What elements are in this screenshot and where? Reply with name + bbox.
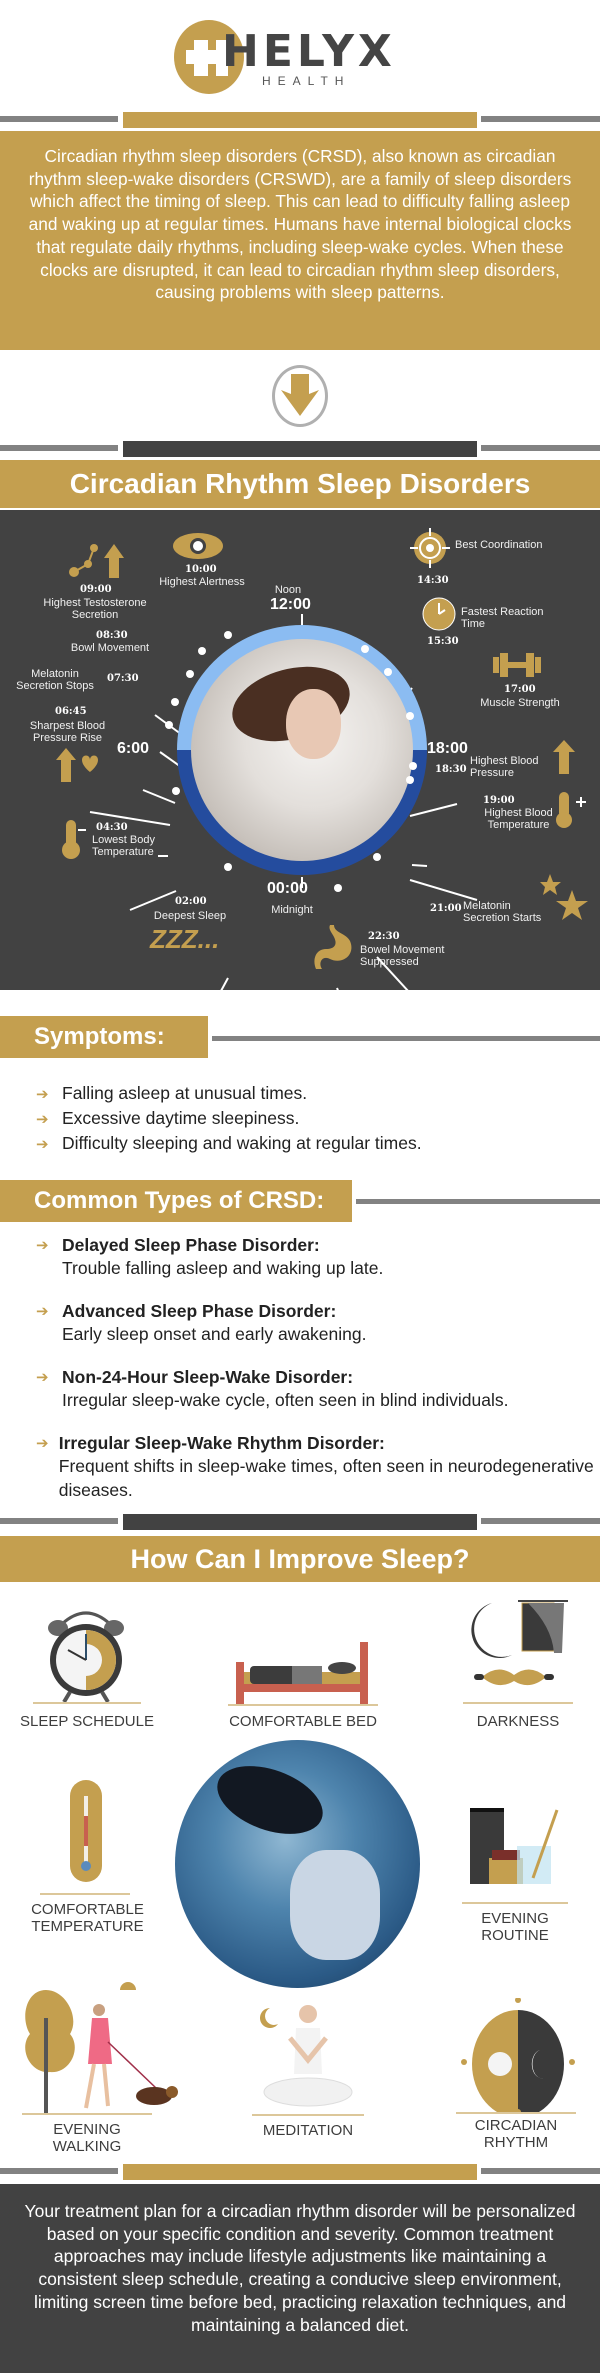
type-title: Irregular Sleep-Wake Rhythm Disorder: [58,1433,385,1453]
divider-right [481,445,600,451]
tip-underline [463,1702,573,1704]
event-label: Bowl Movement [70,642,150,654]
clock-icon [422,597,456,631]
tip-underline [252,2114,364,2116]
event-label: Highest Blood Temperature [484,807,553,831]
stars-icon [540,874,590,926]
event-time: 08:30 [96,630,128,641]
down-arrow-icon [275,368,325,424]
event-label: Highest Alertness [159,576,245,588]
event-time: 06:45 [55,706,87,717]
alarm-clock-icon [42,1602,130,1704]
six-am-time: 6:00 [117,740,150,757]
ring-dot [373,853,381,861]
eye-icon [172,530,224,562]
event-time: 15:30 [427,636,459,647]
ring-dot [406,712,414,720]
noon-label: Noon [274,584,302,596]
divider-left [0,2168,118,2174]
ring-dot [172,787,180,795]
arrow-bullet-icon: ➔ [36,1435,49,1452]
tip-label: COMFORTABLE BED [229,1713,377,1730]
toiletries-icon [467,1808,567,1888]
divider-right [481,1518,600,1524]
ring-dot [171,698,179,706]
sun-moon-icon [460,1998,576,2114]
target-icon [410,528,450,568]
symptom-text: Falling asleep at unusual times. [62,1083,308,1103]
types-heading: Common Types of CRSD: [0,1180,352,1222]
divider-center [123,1514,477,1530]
type-title: Advanced Sleep Phase Disorder: [62,1301,337,1321]
sleeping-woman-photo [191,639,413,861]
event-time: 02:00 [175,896,207,907]
event-label: Deepest Sleep [153,910,227,922]
intro-paragraph: Circadian rhythm sleep disorders (CRSD), also known as circadian rhythm sleep-wake disorders (CRSWD), are a family of sleep disorders which affect the timing of sleep. This can lead to difficulty falling asleep and waking up at regular times. Humans have internal biological clocks that regulate daily rhythms, including sleep-wake cycles. When these clocks are disrupted, it can lead to circadian rhythm sleep disorders, causing problems with sleep patterns. [0,131,600,350]
ring-dot [334,884,342,892]
arrow-bullet-icon: ➔ [36,1237,49,1254]
divider-right [481,2168,600,2174]
event-label: Fastest Reaction Time [461,606,544,630]
divider-center [123,441,477,457]
ring-dot [186,670,194,678]
divider-left [0,116,118,122]
event-label: Bowel Movement Suppressed [360,944,445,968]
divider-left [0,1518,118,1524]
type-desc: Early sleep onset and early awakening. [62,1324,367,1344]
event-time: 09:00 [80,584,112,595]
zzz-icon: ZZZ... [150,924,220,954]
sleeping-woman-night-photo [175,1740,420,1988]
photo-face [286,689,341,759]
section-title-circadian: Circadian Rhythm Sleep Disorders [0,460,600,508]
tip-underline [22,2113,152,2115]
thermometer-icon [70,1780,102,1882]
event-time: 17:00 [504,684,536,695]
moon-curtain-mask-icon [462,1597,574,1697]
list-item [36,1366,596,1412]
tip-label: EVENING WALKING [52,2121,122,2155]
treatment-paragraph: Your treatment plan for a circadian rhythm disorder will be personalized based on your specific condition and severity. Common treatment approaches may include lifestyle adjustments like maintaining a consistent sleep schedule, creating a conducive sleep environment, limiting screen time before bed, practicing relaxation techniques, and maintaining a balanced diet. [0,2184,600,2373]
tip-label: COMFORTABLE TEMPERATURE [31,1901,144,1935]
noon-time: 12:00 [270,596,311,613]
meditation-icon [260,2002,356,2112]
tip-underline [462,1902,568,1904]
brand-subtitle: HEALTH [262,74,351,88]
event-label: Melatonin Secretion Stops [16,668,94,692]
divider-center [123,112,477,128]
tip-underline [456,2112,576,2114]
tip-label: CIRCADIAN RHYTHM [474,2117,558,2151]
type-desc: Frequent shifts in sleep-wake times, often seen in neurodegenerative diseases. [58,1456,594,1500]
event-label: Highest Blood Pressure [470,755,539,779]
ring-dot [224,631,232,639]
improve-sleep-heading: How Can I Improve Sleep? [0,1536,600,1582]
ring-dot [198,647,206,655]
event-time: 10:00 [185,564,217,575]
list-item [36,1083,422,1104]
event-time: 21:00 [430,903,462,914]
event-label: Highest Testosterone Secretion [43,597,147,621]
ring-dot [384,668,392,676]
type-title: Non-24-Hour Sleep-Wake Disorder: [62,1367,354,1387]
ring-dot [361,645,369,653]
divider-right [481,116,600,122]
arrow-bullet-icon: ➔ [36,1136,49,1153]
scroll-down-button[interactable] [272,365,328,427]
walking-dog-icon [16,1978,181,2114]
event-time: 19:00 [483,795,515,806]
midnight-time: 00:00 [267,880,308,897]
thermometer-icon [60,818,90,860]
divider-center [123,2164,477,2180]
ring-dot [224,863,232,871]
event-time: 22:30 [368,931,400,942]
arrow-bullet-icon: ➔ [36,1369,49,1386]
dumbbell-icon [493,651,541,679]
photo-pillow [290,1850,380,1960]
tip-underline [228,1704,378,1706]
event-time: 18:30 [435,764,467,775]
arrow-heart-icon [56,748,102,784]
tip-underline [40,1893,130,1895]
tip-label: DARKNESS [476,1713,560,1730]
list-item [36,1234,596,1280]
list-item [36,1133,422,1154]
stomach-icon [312,923,356,971]
type-desc: Irregular sleep-wake cycle, often seen in blind individuals. [62,1390,509,1410]
tip-label: SLEEP SCHEDULE [20,1713,154,1730]
ring-dot [165,721,173,729]
heading-rule [356,1199,600,1204]
symptom-text: Difficulty sleeping and waking at regular times. [62,1133,422,1153]
event-time: 14:30 [417,575,449,586]
arrow-bullet-icon: ➔ [36,1086,49,1103]
brand-name: HELYX [222,26,396,77]
types-list [36,1234,596,1506]
symptoms-heading: Symptoms: [0,1016,208,1058]
midnight-label: Midnight [271,904,313,916]
up-arrow-icon [553,740,575,774]
event-label: Melatonin Secretion Starts [463,900,542,924]
arrow-bullet-icon: ➔ [36,1111,49,1128]
type-desc: Trouble falling asleep and waking up late. [62,1258,384,1278]
list-item [36,1300,596,1346]
type-title: Delayed Sleep Phase Disorder: [62,1235,320,1255]
six-pm-time: 18:00 [427,740,468,757]
ring-dot [409,762,417,770]
tip-label: MEDITATION [262,2122,354,2139]
tip-label: EVENING ROUTINE [481,1910,549,1944]
list-item [36,1432,596,1502]
symptoms-list [36,1083,422,1158]
divider-left [0,445,118,451]
molecule-arrow-icon [66,542,126,584]
list-item [36,1108,422,1129]
event-label: Lowest Body Temperature [92,834,155,858]
symptom-text: Excessive daytime sleepiness. [62,1108,300,1128]
event-label: Best Coordination [455,539,543,551]
event-time: 04:30 [96,822,128,833]
photo-hair [208,1753,332,1847]
event-label: Sharpest Blood Pressure Rise [29,720,106,744]
arrow-bullet-icon: ➔ [36,1303,49,1320]
tip-underline [33,1702,141,1704]
thermometer-plus-icon [556,790,588,830]
event-label: Muscle Strength [480,697,560,709]
ring-dot [406,776,414,784]
bed-icon [232,1640,372,1704]
heading-rule [212,1036,600,1041]
event-time: 07:30 [107,673,139,684]
